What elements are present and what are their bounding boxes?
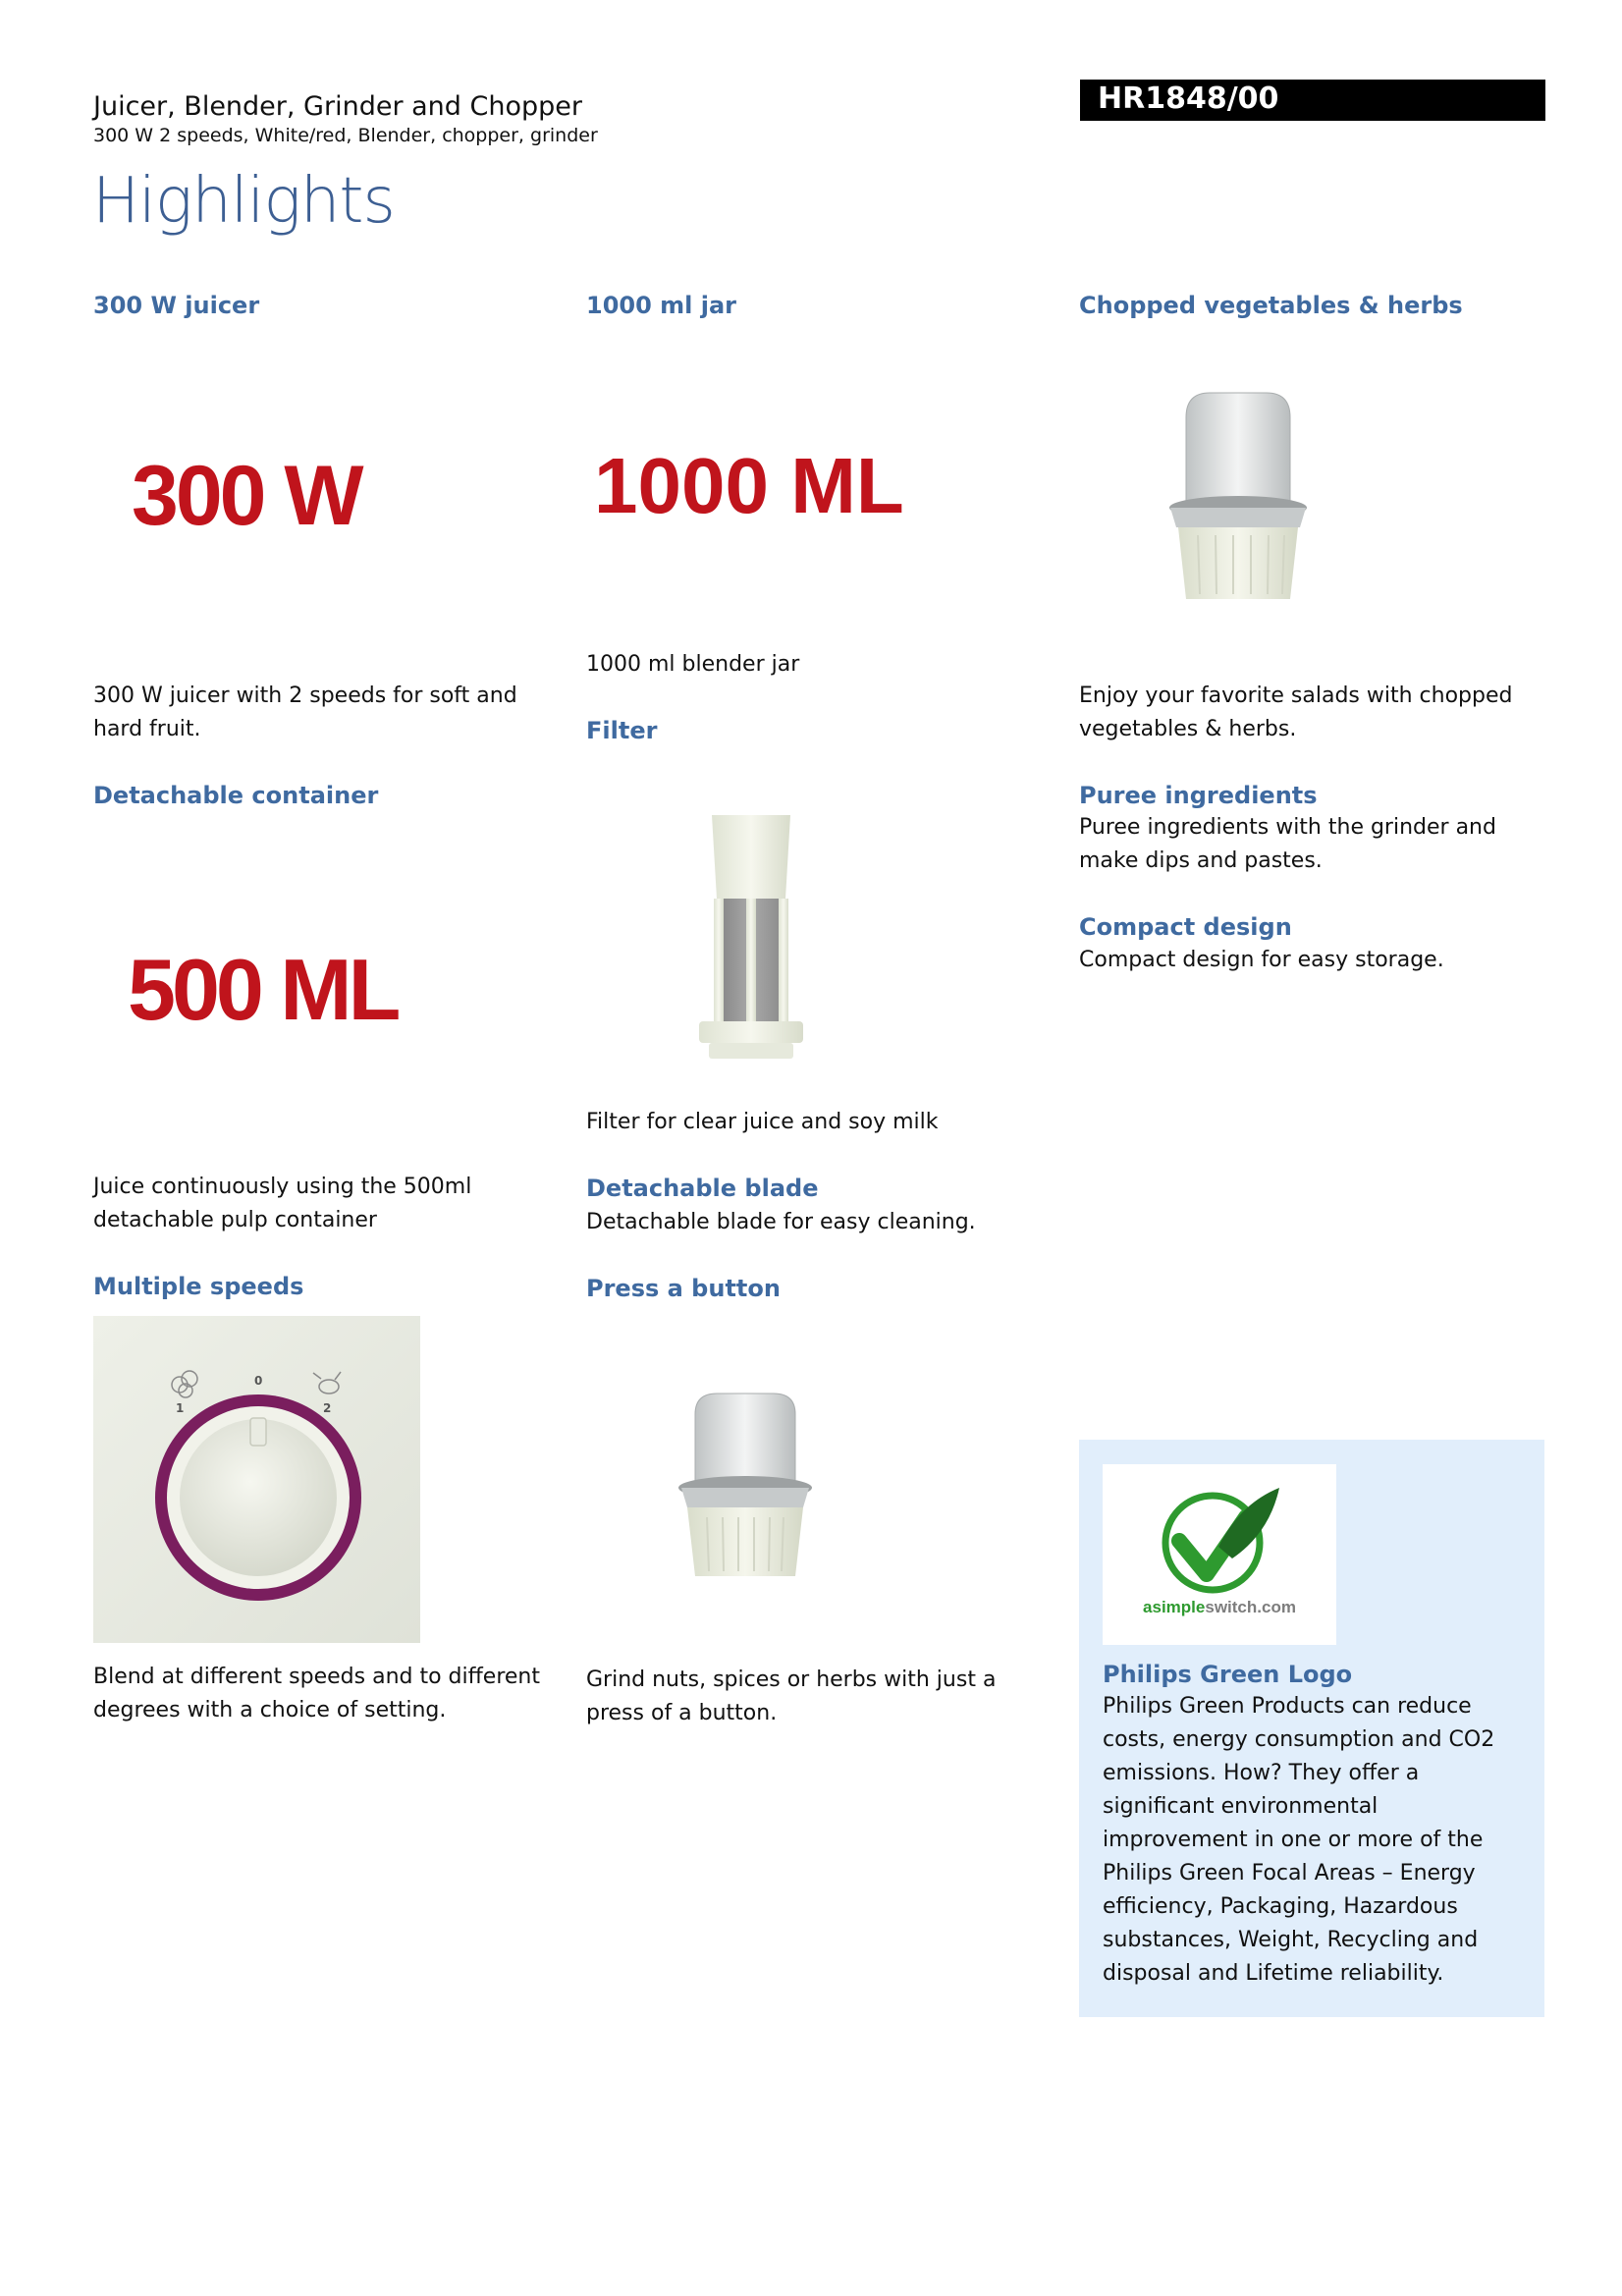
dial-label-0: 0 (254, 1374, 263, 1388)
chopper-image (1164, 388, 1312, 609)
container-text: Juice continuously using the 500ml detachable pulp container (93, 1175, 472, 1232)
jar-heading: 1000 ml jar (586, 292, 736, 319)
jar-text: 1000 ml blender jar (586, 652, 800, 677)
product-code: HR1848/00 (1098, 82, 1279, 116)
green-check-icon (1103, 1464, 1336, 1645)
dial-pointer (250, 1418, 266, 1446)
speed-dial-image (93, 1316, 420, 1643)
button-heading: Press a button (586, 1275, 781, 1302)
product-title: Juicer, Blender, Grinder and Chopper (93, 91, 582, 122)
juicer-graphic: 300 W (132, 449, 361, 543)
button-text: Grind nuts, spices or herbs with just a press of a button. (586, 1667, 997, 1725)
puree-text: Puree ingredients with the grinder and make dips and pastes. (1079, 815, 1496, 873)
filter-image (687, 810, 815, 1070)
compact-heading: Compact design (1079, 913, 1292, 941)
juicer-heading: 300 W juicer (93, 292, 260, 319)
container-heading: Detachable container (93, 782, 379, 809)
jar-graphic: 1000 ML (594, 442, 904, 529)
logo-caption-a: asimple (1143, 1598, 1206, 1616)
dial-label-1: 1 (176, 1401, 185, 1415)
chopped-text: Enjoy your favorite salads with chopped vegetables & herbs. (1079, 683, 1513, 741)
blade-heading: Detachable blade (586, 1175, 819, 1202)
product-code-bar (1080, 80, 1545, 121)
green-text: Philips Green Products can reduce costs, energy consumption and CO2 emissions. How? They offer a significant environmental improvement in one or more of the Philips Green Focal Areas – Energy efficiency, Packaging, Hazardous substances, Weight, Recycling and disposal and Lifetime reliability. (1103, 1694, 1495, 1986)
filter-heading: Filter (586, 717, 658, 744)
highlights-heading: Highlights (92, 165, 395, 238)
compact-text: Compact design for easy storage. (1079, 948, 1444, 972)
juicer-text: 300 W juicer with 2 speeds for soft and hard fruit. (93, 683, 517, 741)
logo-caption-b: switch.com (1205, 1598, 1296, 1616)
green-heading: Philips Green Logo (1103, 1661, 1353, 1688)
logo-caption (1103, 1598, 1336, 1617)
chopped-heading: Chopped vegetables & herbs (1079, 292, 1463, 319)
dial-label-2: 2 (323, 1401, 332, 1415)
green-logo-card (1103, 1464, 1336, 1645)
blade-text: Detachable blade for easy cleaning. (586, 1210, 976, 1234)
speeds-heading: Multiple speeds (93, 1273, 304, 1300)
filter-text: Filter for clear juice and soy milk (586, 1110, 939, 1134)
green-logo-box (1079, 1440, 1544, 2017)
puree-heading: Puree ingredients (1079, 782, 1318, 809)
container-graphic: 500 ML (128, 941, 398, 1038)
product-subtitle: 300 W 2 speeds, White/red, Blender, chopper, grinder (93, 125, 598, 146)
speeds-text: Blend at different speeds and to different degrees with a choice of setting. (93, 1665, 540, 1722)
grinder-image (674, 1390, 817, 1586)
